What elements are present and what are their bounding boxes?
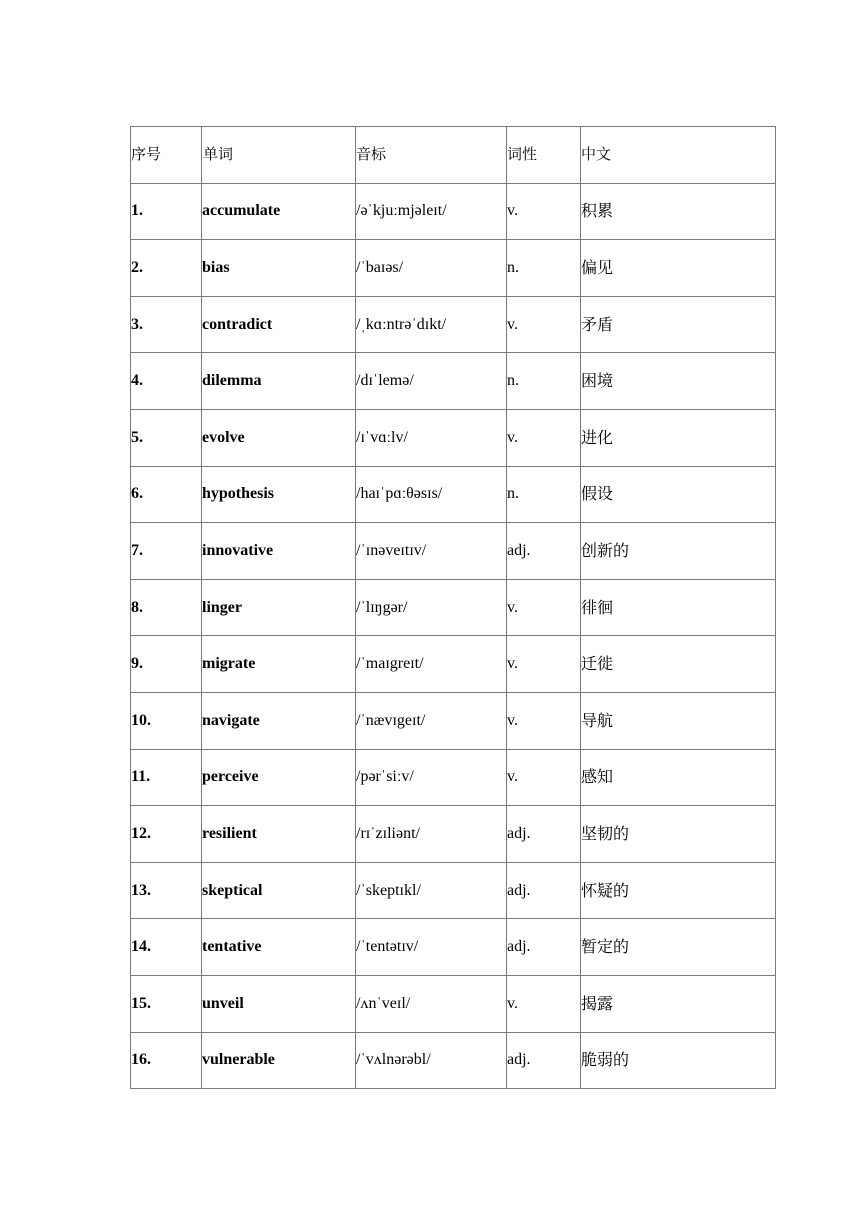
row-chinese: 假设 <box>581 466 776 523</box>
row-phonetic: /rɪˈzɪliənt/ <box>356 806 507 863</box>
row-part-of-speech: v. <box>507 579 581 636</box>
header-part-of-speech: 词性 <box>507 127 581 184</box>
row-chinese: 积累 <box>581 183 776 240</box>
row-part-of-speech: n. <box>507 240 581 297</box>
table-header-row <box>131 127 776 184</box>
row-chinese: 困境 <box>581 353 776 410</box>
table-row <box>131 523 776 580</box>
table-row <box>131 353 776 410</box>
row-part-of-speech: v. <box>507 636 581 693</box>
row-chinese: 怀疑的 <box>581 862 776 919</box>
row-phonetic: /ˈskeptɪkl/ <box>356 862 507 919</box>
row-part-of-speech: adj. <box>507 919 581 976</box>
row-part-of-speech: v. <box>507 692 581 749</box>
row-phonetic: /haɪˈpɑːθəsɪs/ <box>356 466 507 523</box>
row-number: 15. <box>131 975 202 1032</box>
row-number: 14. <box>131 919 202 976</box>
row-part-of-speech: adj. <box>507 806 581 863</box>
header-chinese: 中文 <box>581 127 776 184</box>
row-number: 5. <box>131 409 202 466</box>
vocabulary-table-body <box>131 127 776 1089</box>
row-chinese: 脆弱的 <box>581 1032 776 1089</box>
table-row <box>131 579 776 636</box>
row-word: dilemma <box>202 353 356 410</box>
table-row <box>131 183 776 240</box>
row-part-of-speech: n. <box>507 466 581 523</box>
table-row <box>131 296 776 353</box>
row-number: 12. <box>131 806 202 863</box>
row-phonetic: /ˈtentətɪv/ <box>356 919 507 976</box>
row-part-of-speech: adj. <box>507 1032 581 1089</box>
header-number: 序号 <box>131 127 202 184</box>
row-part-of-speech: v. <box>507 296 581 353</box>
row-word: unveil <box>202 975 356 1032</box>
header-word: 单词 <box>202 127 356 184</box>
row-phonetic: /ˌkɑːntrəˈdɪkt/ <box>356 296 507 353</box>
row-word: vulnerable <box>202 1032 356 1089</box>
table-row <box>131 466 776 523</box>
row-word: linger <box>202 579 356 636</box>
row-number: 1. <box>131 183 202 240</box>
table-row <box>131 975 776 1032</box>
row-part-of-speech: v. <box>507 183 581 240</box>
row-phonetic: /pərˈsiːv/ <box>356 749 507 806</box>
row-chinese: 进化 <box>581 409 776 466</box>
row-part-of-speech: v. <box>507 409 581 466</box>
row-phonetic: /ˈnævɪgeɪt/ <box>356 692 507 749</box>
table-row <box>131 919 776 976</box>
row-phonetic: /ˈvʌlnərəbl/ <box>356 1032 507 1089</box>
row-chinese: 揭露 <box>581 975 776 1032</box>
row-phonetic: /ɪˈvɑːlv/ <box>356 409 507 466</box>
row-chinese: 矛盾 <box>581 296 776 353</box>
row-part-of-speech: n. <box>507 353 581 410</box>
table-row <box>131 636 776 693</box>
row-chinese: 暂定的 <box>581 919 776 976</box>
table-row <box>131 1032 776 1089</box>
row-word: accumulate <box>202 183 356 240</box>
row-phonetic: /dɪˈlemə/ <box>356 353 507 410</box>
row-part-of-speech: v. <box>507 749 581 806</box>
vocabulary-table <box>130 126 776 1089</box>
row-word: tentative <box>202 919 356 976</box>
table-row <box>131 409 776 466</box>
row-word: bias <box>202 240 356 297</box>
header-phonetic: 音标 <box>356 127 507 184</box>
table-row <box>131 240 776 297</box>
row-chinese: 迁徙 <box>581 636 776 693</box>
table-row <box>131 862 776 919</box>
row-number: 11. <box>131 749 202 806</box>
row-part-of-speech: v. <box>507 975 581 1032</box>
row-word: innovative <box>202 523 356 580</box>
row-chinese: 创新的 <box>581 523 776 580</box>
row-number: 16. <box>131 1032 202 1089</box>
row-word: hypothesis <box>202 466 356 523</box>
row-phonetic: /ˈlɪŋgər/ <box>356 579 507 636</box>
row-part-of-speech: adj. <box>507 523 581 580</box>
row-number: 3. <box>131 296 202 353</box>
row-chinese: 坚韧的 <box>581 806 776 863</box>
row-phonetic: /əˈkjuːmjəleɪt/ <box>356 183 507 240</box>
row-number: 6. <box>131 466 202 523</box>
row-word: migrate <box>202 636 356 693</box>
row-word: evolve <box>202 409 356 466</box>
row-number: 4. <box>131 353 202 410</box>
row-chinese: 偏见 <box>581 240 776 297</box>
row-phonetic: /ʌnˈveɪl/ <box>356 975 507 1032</box>
row-number: 8. <box>131 579 202 636</box>
table-row <box>131 806 776 863</box>
row-word: navigate <box>202 692 356 749</box>
row-word: contradict <box>202 296 356 353</box>
row-chinese: 感知 <box>581 749 776 806</box>
table-row <box>131 749 776 806</box>
row-number: 9. <box>131 636 202 693</box>
row-number: 2. <box>131 240 202 297</box>
row-chinese: 徘徊 <box>581 579 776 636</box>
row-number: 13. <box>131 862 202 919</box>
row-phonetic: /ˈbaɪəs/ <box>356 240 507 297</box>
row-part-of-speech: adj. <box>507 862 581 919</box>
row-chinese: 导航 <box>581 692 776 749</box>
row-phonetic: /ˈmaɪgreɪt/ <box>356 636 507 693</box>
row-word: skeptical <box>202 862 356 919</box>
row-word: perceive <box>202 749 356 806</box>
table-row <box>131 692 776 749</box>
row-number: 10. <box>131 692 202 749</box>
row-number: 7. <box>131 523 202 580</box>
row-phonetic: /ˈɪnəveɪtɪv/ <box>356 523 507 580</box>
row-word: resilient <box>202 806 356 863</box>
